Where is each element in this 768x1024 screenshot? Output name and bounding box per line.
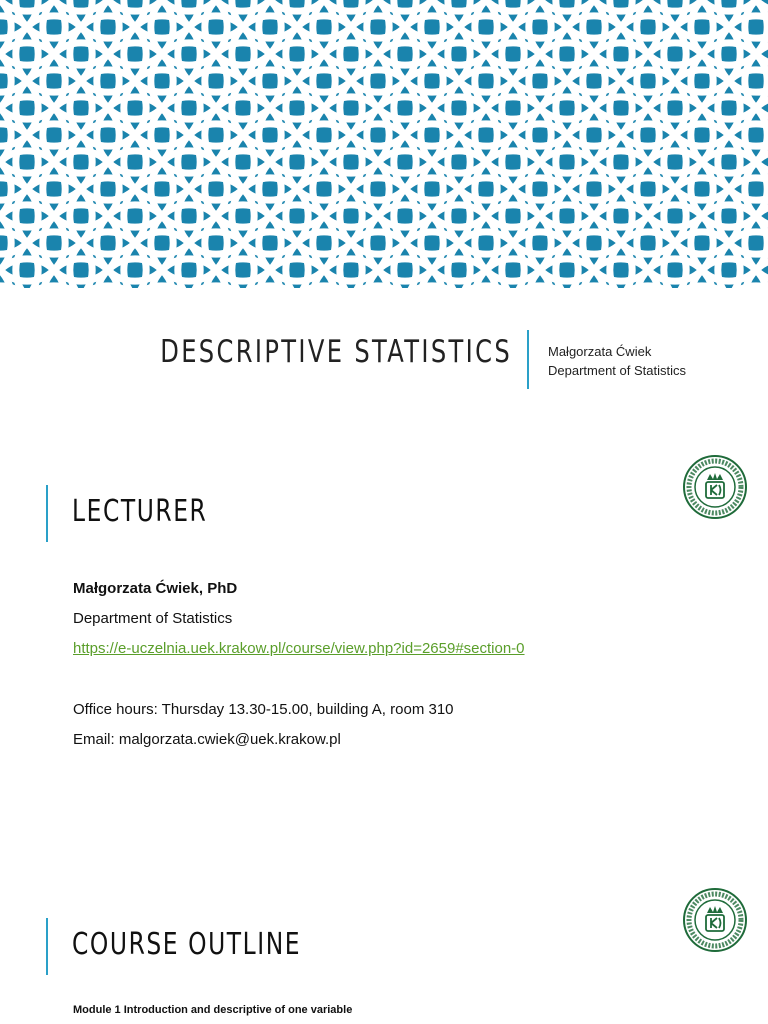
pattern-circle	[178, 286, 254, 288]
pattern-circle	[610, 286, 686, 288]
pattern-circle	[340, 286, 416, 288]
title-meta	[548, 342, 686, 380]
header-banner	[0, 0, 768, 288]
course-page-link[interactable]: https://e-uczelnia.uek.krakow.pl/course/view.php?id=2659#section-0	[73, 640, 525, 657]
lecturer-department: Department of Statistics	[73, 610, 233, 627]
lecturer-accent-bar	[46, 485, 48, 542]
outline-accent-bar	[46, 918, 48, 975]
pattern-circle	[232, 286, 308, 288]
circle-pattern	[0, 0, 768, 288]
lecturer-name: Małgorzata Ćwiek, PhD	[73, 580, 238, 597]
pattern-circle	[394, 286, 470, 288]
pattern-circle	[16, 286, 92, 288]
department-name: Department of Statistics	[548, 363, 686, 378]
pattern-circle	[70, 286, 146, 288]
outline-heading: COURSE OUTLINE	[72, 927, 302, 962]
pattern-circle	[124, 286, 200, 288]
office-hours: Office hours: Thursday 13.30-15.00, building A, room 310	[73, 701, 454, 718]
university-seal-icon	[682, 887, 748, 953]
lecturer-heading: LECTURER	[72, 494, 208, 529]
pattern-circle	[448, 286, 524, 288]
pattern-circle	[556, 286, 632, 288]
module-1-title: Module 1 Introduction and descriptive of one variable	[73, 1004, 353, 1016]
lecturer-email: Email: malgorzata.cwiek@uek.krakow.pl	[73, 731, 341, 748]
author-name: Małgorzata Ćwiek	[548, 344, 652, 359]
deck-title: DESCRIPTIVE STATISTICS	[160, 334, 512, 370]
pattern-circle	[664, 286, 740, 288]
pattern-circle	[502, 286, 578, 288]
university-seal-icon	[682, 454, 748, 520]
title-divider	[527, 330, 529, 389]
title-row	[0, 330, 768, 390]
pattern-circle	[286, 286, 362, 288]
